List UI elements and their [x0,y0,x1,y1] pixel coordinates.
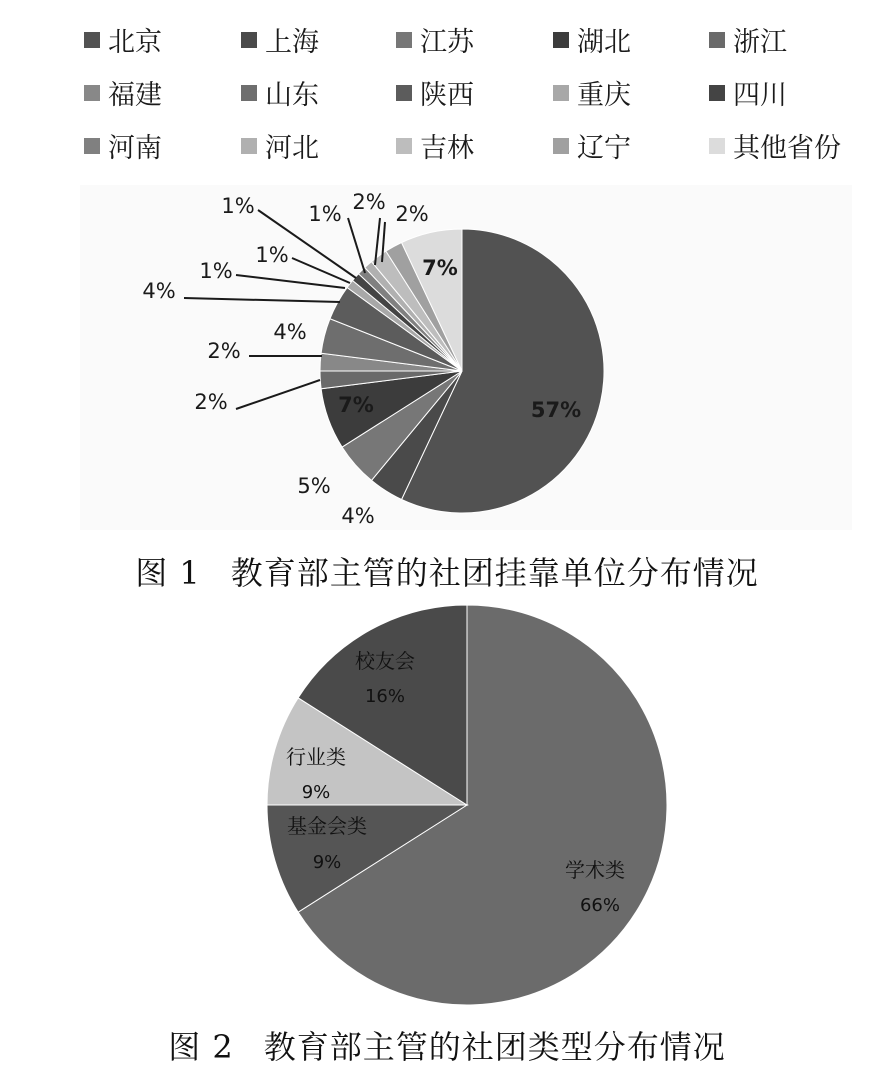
legend-label: 山东 [265,80,319,111]
figure-1-caption-text: 教育部主管的社团挂靠单位分布情况 [230,554,759,592]
legend-item-12 [241,133,319,164]
legend-label: 湖北 [577,27,631,58]
legend-swatch [709,85,725,101]
legend-item-4 [553,27,631,58]
legend-label: 浙江 [733,27,787,58]
legend-label: 河南 [108,133,162,164]
legend-swatch [709,32,725,48]
legend-item-1 [84,27,162,58]
data-label-12: 1% [308,202,342,226]
figure-2-caption-text: 教育部主管的社团类型分布情况 [263,1028,726,1066]
legend-label: 福建 [108,80,162,111]
figure-2-number: 图 2 [168,1028,234,1066]
legend-label: 江苏 [420,27,474,58]
legend-item-2 [241,27,319,58]
legend-swatch [241,85,257,101]
legend-swatch [241,32,257,48]
data-label-6: 2% [207,339,241,363]
category-label: 校友会 [355,649,415,673]
data-label-7: 4% [273,320,307,344]
legend-label: 北京 [108,27,162,58]
data-label-9: 1% [199,259,233,283]
legend-item-8 [396,80,474,111]
legend-item-11 [84,133,162,164]
legend-swatch [84,85,100,101]
legend-label: 四川 [733,80,787,111]
legend-label: 辽宁 [577,133,631,164]
legend-label: 重庆 [577,80,631,111]
legend-item-14 [553,133,631,164]
legend-swatch [553,85,569,101]
legend-label: 陕西 [420,80,474,111]
legend-item-15 [709,133,841,164]
data-label-3: 5% [297,474,331,498]
legend-swatch [84,138,100,154]
legend-swatch [396,32,412,48]
legend-item-5 [709,27,787,58]
legend-item-7 [241,80,319,111]
pie [320,229,604,513]
data-label-14: 2% [395,202,429,226]
data-label-10: 1% [255,243,289,267]
percent-label: 9% [301,782,331,803]
percent-label: 9% [312,852,342,873]
pie [267,605,667,1005]
percent-label: 16% [364,686,406,707]
legend-item-3 [396,27,475,58]
legend-swatch [553,32,569,48]
pie-chart-society-types [0,600,894,1010]
figure-1-number: 图 1 [135,554,201,592]
data-label-8: 4% [142,279,176,303]
legend-swatch [84,32,100,48]
data-label-15: 7% [422,256,458,280]
legend-swatch [396,138,412,154]
legend-swatch [241,138,257,154]
legend-label: 吉林 [420,133,474,164]
data-label-13: 2% [352,190,386,214]
category-label: 行业类 [286,745,346,769]
legend-swatch [553,138,569,154]
legend-item-9 [553,80,631,111]
legend [84,27,841,164]
legend-item-13 [396,133,474,164]
legend-label: 上海 [265,27,319,58]
legend-swatch [396,85,412,101]
category-label: 基金会类 [287,814,367,838]
data-label-11: 1% [221,194,255,218]
legend-swatch [709,138,725,154]
figure-2-caption [0,1022,894,1068]
legend-item-10 [709,80,787,111]
data-label-2: 4% [341,504,375,528]
figure-1-caption [0,548,894,594]
legend-label: 其他省份 [733,133,841,164]
category-label: 学术类 [565,858,625,882]
pie-chart-host-units [0,0,894,535]
legend-label: 河北 [265,133,319,164]
legend-item-6 [84,80,162,111]
data-label-4: 7% [338,393,374,417]
percent-label: 66% [579,895,621,916]
data-label-5: 2% [194,390,228,414]
data-label-1: 57% [530,398,582,422]
